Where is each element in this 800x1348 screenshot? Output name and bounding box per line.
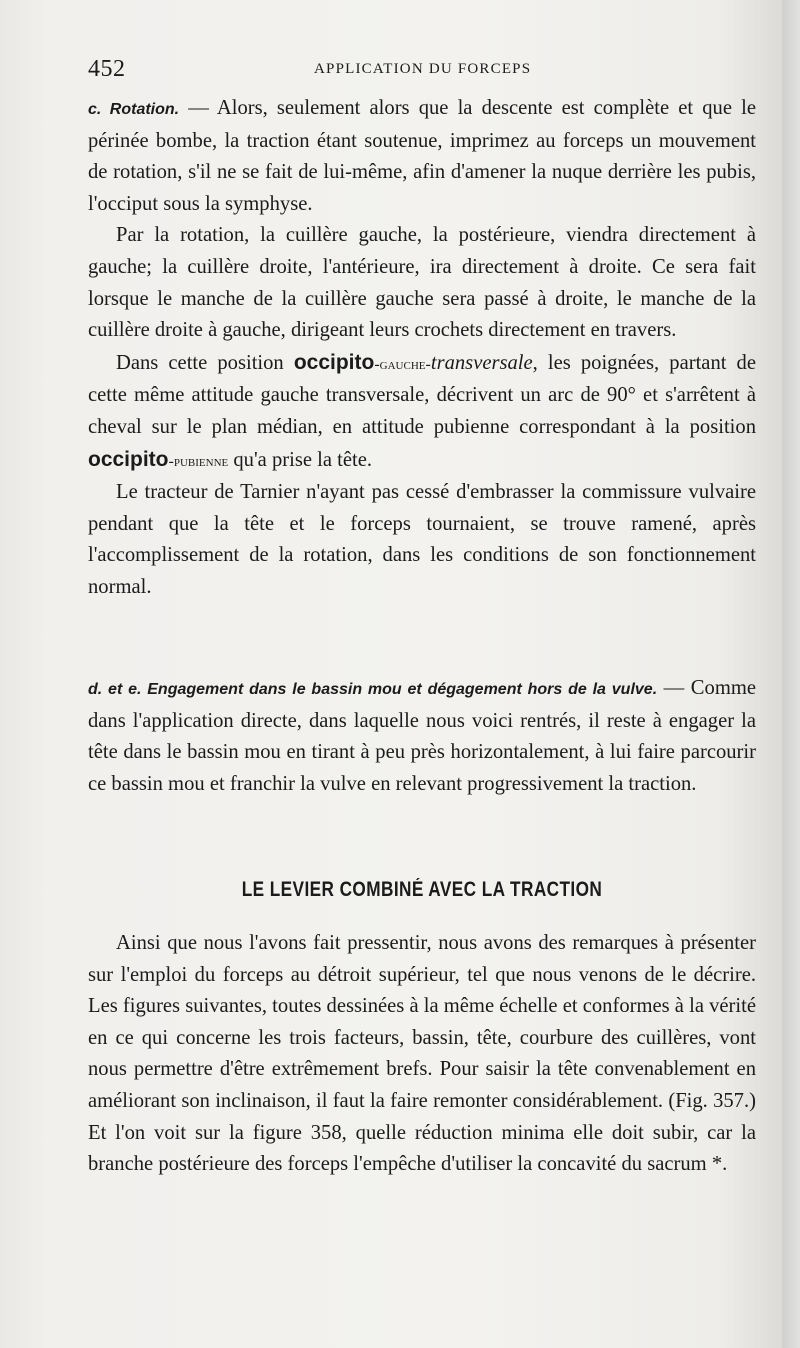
rotation-paragraph-3	[88, 347, 756, 477]
rotation-section	[88, 93, 756, 604]
lever-section	[88, 928, 756, 1181]
p3-part-a: Dans cette position	[116, 351, 294, 374]
p3-transversale: transversale	[430, 351, 533, 374]
page-edge	[782, 0, 800, 1348]
p3-part-h: qu'a prise la tête.	[228, 448, 373, 471]
engagement-paragraph	[88, 673, 756, 800]
rotation-paragraph-2: Par la rotation, la cuillère gauche, la postérieure, viendra directement à gauche; la cuillère droite, l'antérieure, ira directement à droite. Ce sera fait lorsque le manche de la cuillère gauche sera passé à droite, le manche de la cuillère droite à gauche, dirigeant leurs crochets directement en travers.	[88, 224, 756, 342]
p3-part-e: , les poignées, partant de cette même attitude gauche transversale, décrivent un arc de 90° et s'arrêtent à cheval sur le plan médian, en attitude pubienne correspondant à la position	[88, 351, 756, 438]
rotation-text-1: — Alors, seulement alors que la descente est complète et que le périnée bombe, la traction étant soutenue, imprimez au forceps un mouvement de rotation, s'il ne se fait de lui-même, afin d'amener la nuque derrière les pubis, l'occiput sous la symphyse.	[88, 97, 756, 215]
p3-pubienne: -pubienne	[168, 452, 229, 470]
p3-occipito-1: occipito	[293, 350, 375, 374]
engagement-text: — Comme dans l'application directe, dans laquelle nous voici rentrés, il reste à engager la tête dans le bassin mou en tirant à peu près horizontalement, à lui faire parcourir ce bassin mou et franchir la vulve en relevant progressivement la traction.	[88, 677, 756, 795]
page-number: 452	[88, 56, 126, 82]
section-title: LE LEVIER COMBINÉ AVEC LA TRACTION	[241, 878, 603, 901]
lever-paragraph: Ainsi que nous l'avons fait pressentir, nous avons des remarques à présenter sur l'emploi du forceps au détroit supérieur, tel que nous venons de le décrire. Les figures suivantes, toutes dessinées à la même échelle et conformes à la vérité en ce qui concerne les trois facteurs, bassin, tête, courbure des cuillères, vont nous permettre d'être extrêmement brefs. Pour saisir la tête convenablement en améliorant son inclinaison, il faut la faire remonter considérablement. (Fig. 357.) Et l'on voit sur la figure 358, quelle réduction minima elle doit subir, car la branche postérieure des forceps l'empêche d'utiliser la concavité du sacrum *.	[88, 932, 756, 1176]
page-header	[88, 56, 748, 86]
p3-gauche: -gauche-	[374, 355, 431, 373]
rotation-paragraph-4: Le tracteur de Tarnier n'ayant pas cessé d'embrasser la commissure vulvaire pendant que la tête et le forceps tournaient, se trouve ramené, après l'accomplissement de la rotation, dans les conditions de son fonctionnement normal.	[88, 481, 756, 598]
rotation-paragraph-1	[88, 93, 756, 220]
engagement-section	[88, 673, 756, 800]
rotation-label: c. Rotation.	[88, 101, 180, 118]
running-title: APPLICATION DU FORCEPS	[314, 61, 532, 77]
p3-occipito-2: occipito	[88, 447, 169, 471]
engagement-label: d. et e. Engagement dans le bassin mou et dégagement hors de la vulve.	[88, 681, 658, 698]
